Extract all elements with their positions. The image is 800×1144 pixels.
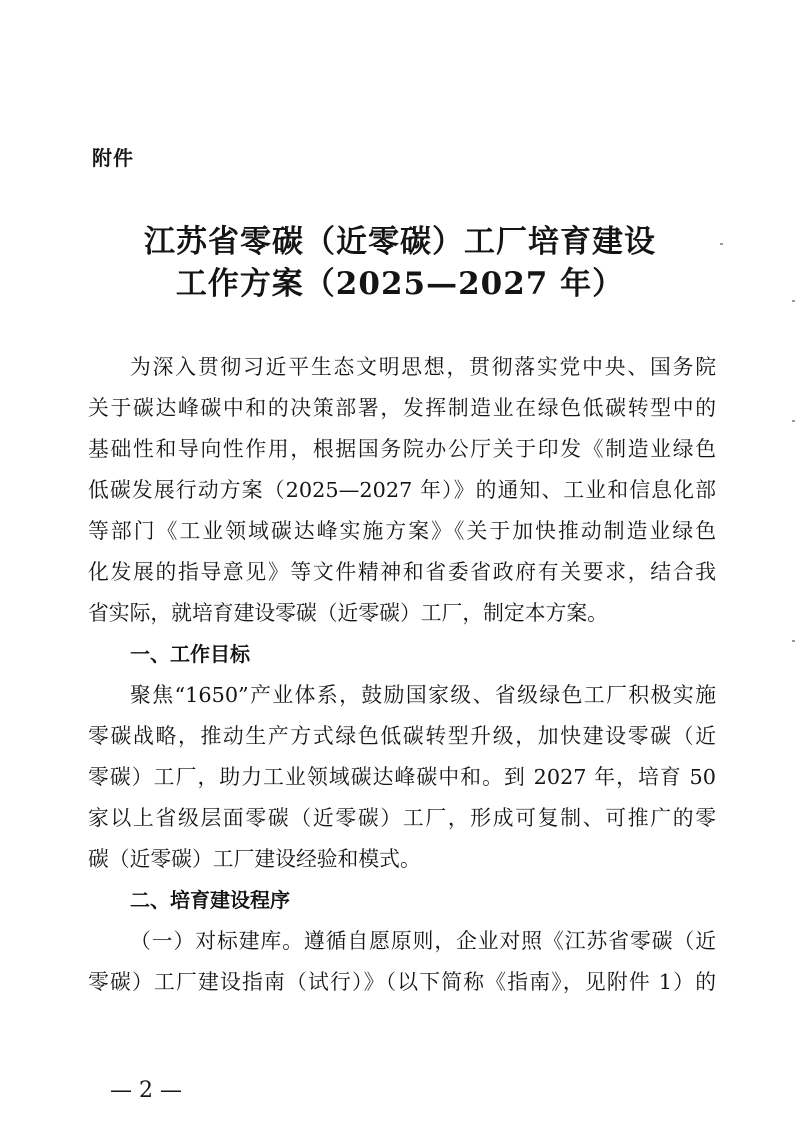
intro-line: 关于碳达峰碳中和的决策部署，发挥制造业在绿色低碳转型中的 [88, 396, 716, 420]
section-heading-work-goals: 一、工作目标 [130, 642, 250, 666]
intro-line: 基础性和导向性作用，根据国务院办公厅关于印发《制造业绿色 [88, 437, 716, 461]
section1-line: 聚焦“1650”产业体系，鼓励国家级、省级绿色工厂积极实施 [130, 683, 716, 707]
intro-line: 为深入贯彻习近平生态文明思想，贯彻落实党中央、国务院 [130, 355, 716, 379]
intro-line: 等部门《工业领域碳达峰实施方案》《关于加快推动制造业绿色 [88, 519, 716, 543]
section1-line: 零碳）工厂，助力工业领域碳达峰碳中和。到 2027 年，培育 50 [88, 765, 716, 789]
attachment-label: 附件 [92, 146, 134, 170]
scan-speck [792, 640, 795, 642]
scan-speck [720, 243, 723, 245]
scan-speck [792, 300, 795, 302]
section1-line: 家以上省级层面零碳（近零碳）工厂，形成可复制、可推广的零 [88, 806, 716, 830]
intro-line: 省实际，就培育建设零碳（近零碳）工厂，制定本方案。 [88, 601, 608, 625]
section2-line: （一）对标建库。遵循自愿原则，企业对照《江苏省零碳（近 [130, 929, 716, 953]
page-number: — 2 — [110, 1078, 182, 1103]
section-heading-procedure: 二、培育建设程序 [130, 888, 290, 912]
scan-speck [792, 420, 795, 422]
intro-line: 低碳发展行动方案（2025—2027 年）》的通知、工业和信息化部 [88, 478, 716, 502]
section1-line: 零碳战略，推动生产方式绿色低碳转型升级，加快建设零碳（近 [88, 724, 716, 748]
document-title-line-1: 江苏省零碳（近零碳）工厂培育建设 [144, 224, 656, 260]
intro-line: 化发展的指导意见》等文件精神和省委省政府有关要求，结合我 [88, 560, 716, 584]
document-title-line-2: 工作方案（2025—2027 年） [175, 266, 625, 302]
section1-line: 碳（近零碳）工厂建设经验和模式。 [88, 847, 421, 871]
section2-line: 零碳）工厂建设指南（试行）》（以下简称《指南》，见附件 1）的 [88, 970, 716, 994]
